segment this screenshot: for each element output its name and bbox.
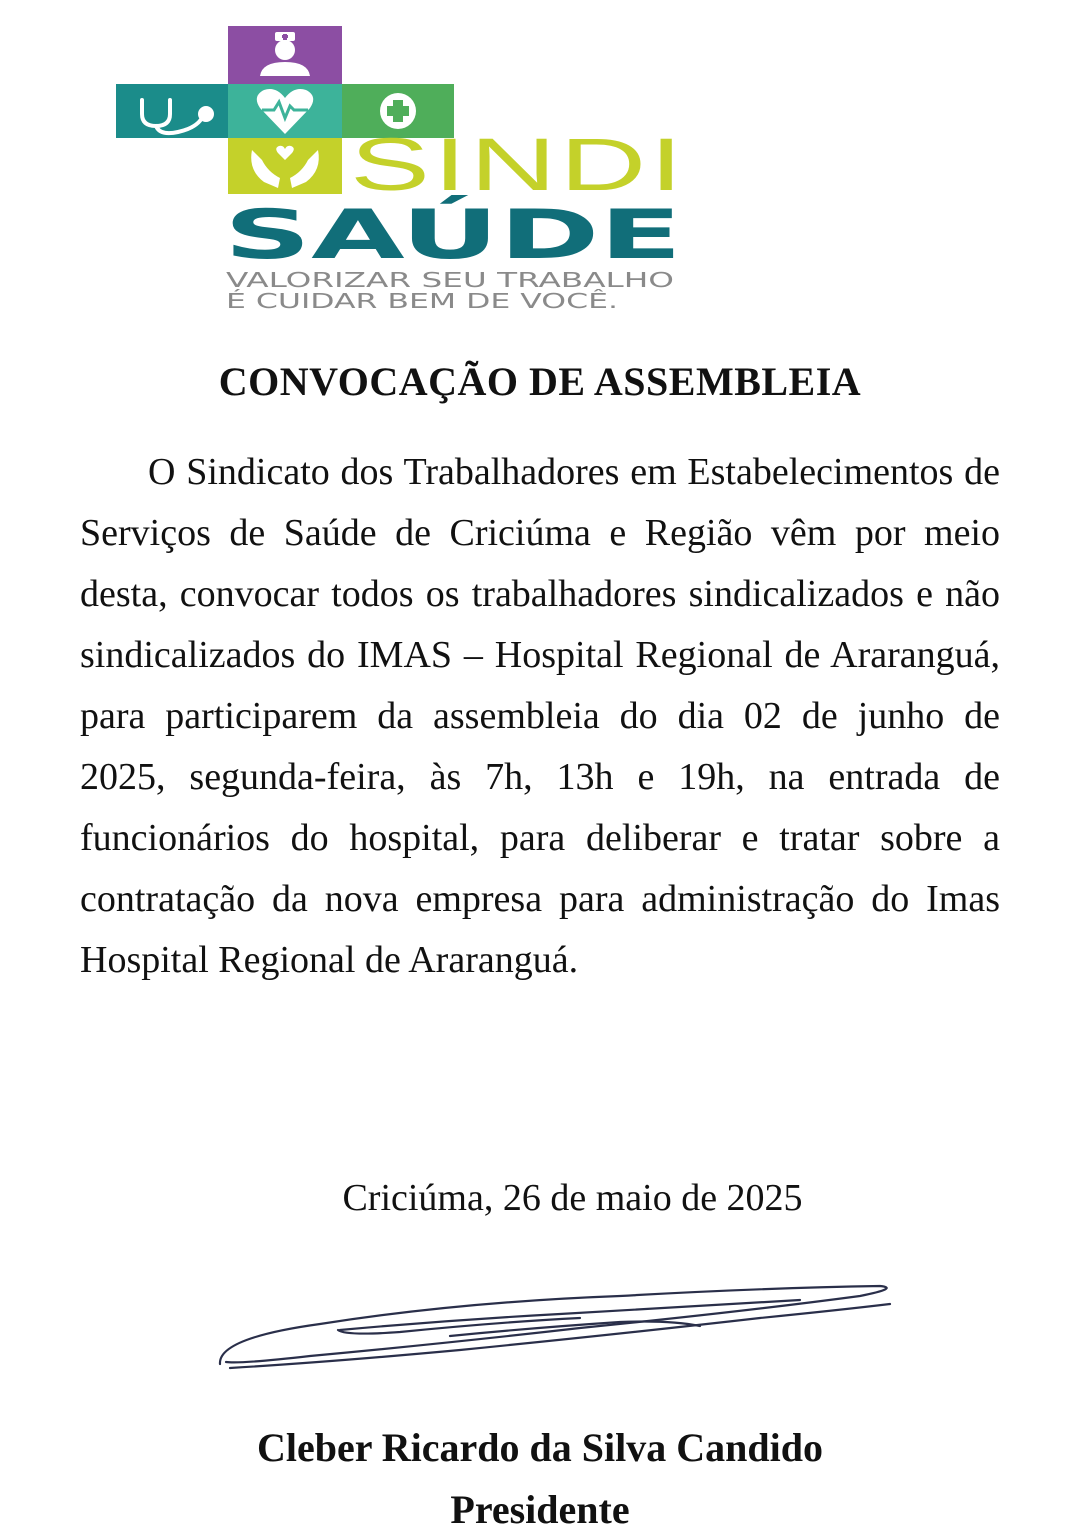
tagline-line1: VALORIZAR SEU TRABALHO bbox=[226, 268, 674, 292]
sindisaude-logo bbox=[112, 22, 692, 322]
handwritten-signature bbox=[200, 1266, 900, 1396]
tagline-line2: É CUIDAR BEM DE VOCÊ. bbox=[226, 289, 618, 313]
brand-sindi: SINDI bbox=[350, 123, 686, 206]
document-date: Criciúma, 26 de maio de 2025 bbox=[342, 1177, 803, 1219]
brand-saude: SAÚDE bbox=[224, 196, 482, 275]
signer-role: Presidente bbox=[450, 1487, 630, 1532]
document-title: CONVOCAÇÃO DE ASSEMBLEIA bbox=[218, 359, 862, 404]
document-body: O Sindicato dos Trabalhadores em Estabelecimentos de Serviços de Saúde de Criciúma e Região vêm por meio desta, convocar todos os trabalhadores sindicalizados e não sindicalizados do IMAS – Hospital Regional de Araranguá, para participarem da assembleia do dia 02 de junho de 2025, segunda-feira, às 7h, 13h e 19h, na entrada de funcionários do hospital, para deliberar e tratar sobre a contratação da nova empresa para administração do Imas Hospital Regional de Araranguá. bbox=[80, 451, 1000, 981]
signer-name: Cleber Ricardo da Silva Candido bbox=[257, 1425, 823, 1470]
